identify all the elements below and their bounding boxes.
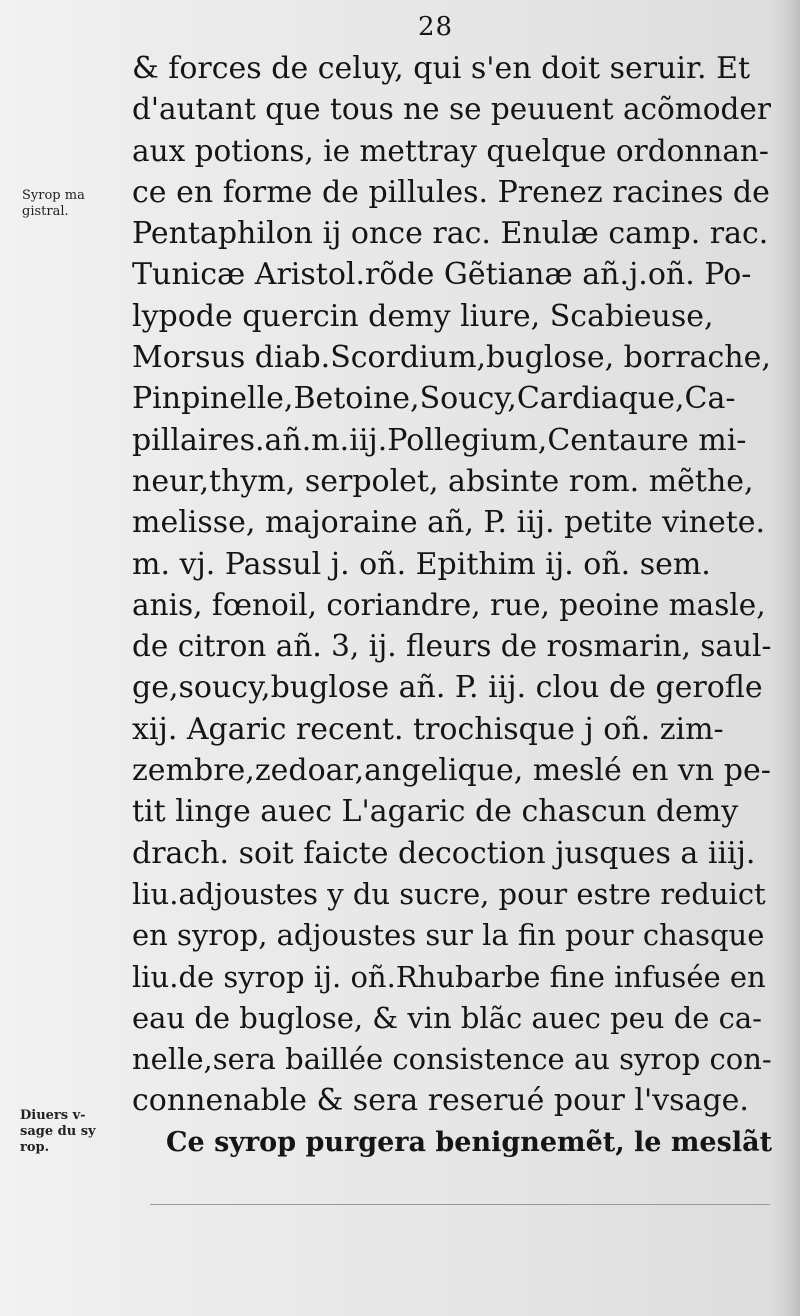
margin-note-line: sage du sy xyxy=(20,1124,96,1139)
text-line: xij. Agaric recent. trochisque j oñ. zim- xyxy=(132,711,724,747)
text-line: zembre,zedoar,angelique, meslé en vn pe- xyxy=(132,753,771,789)
text-line: drach. soit faicte decoction jusques a iiij. xyxy=(132,835,756,871)
margin-note-line: rop. xyxy=(20,1140,50,1155)
margin-note-line: Diuers v- xyxy=(20,1108,86,1123)
margin-note-syrop-magistral xyxy=(22,188,85,220)
text-line: Tunicæ Aristol.rõde Gẽtianæ añ.j.oñ. Po- xyxy=(132,257,752,293)
text-line-paragraph-start: Ce syrop purgera benignemẽt, le meslãt xyxy=(166,1126,773,1158)
margin-note-diuers-usage xyxy=(20,1108,96,1156)
text-line: de citron añ. 3, ij. fleurs de rosmarin, saul- xyxy=(132,629,772,664)
text-line: aux potions, ie mettray quelque ordonnan- xyxy=(132,133,769,168)
margin-note-line: gistral. xyxy=(22,204,69,219)
text-line: lypode quercin demy liure, Scabieuse, xyxy=(132,298,714,334)
text-line: & forces de celuy, qui s'en doit seruir. Et xyxy=(132,51,751,86)
text-line: d'autant que tous ne se peuuent acõmoder xyxy=(132,92,771,127)
main-text-block xyxy=(132,48,772,1163)
text-line: Pentaphilon ij once rac. Enulæ camp. rac. xyxy=(132,216,769,252)
text-line: neur,thym, serpolet, absinte rom. mẽthe, xyxy=(132,463,754,499)
text-line: tit linge auec L'agaric de chascun demy xyxy=(132,794,739,830)
text-line: connenable & sera reserué pour l'vsage. xyxy=(132,1083,749,1119)
text-line: m. vj. Passul j. oñ. Epithim ij. oñ. sem. xyxy=(132,546,711,582)
bottom-rule xyxy=(150,1204,770,1205)
margin-note-line: Syrop ma xyxy=(22,188,85,203)
text-line: nelle,sera baillée consistence au syrop con- xyxy=(132,1042,772,1077)
text-line: melisse, majoraine añ, P. iij. petite vinete. xyxy=(132,505,766,541)
page-edge-shadow xyxy=(772,0,800,1316)
text-line: eau de buglose, & vin blãc auec peu de ca- xyxy=(132,1000,762,1035)
text-line: ge,soucy,buglose añ. P. iij. clou de gerofle xyxy=(132,670,763,706)
text-line: liu.adjoustes y du sucre, pour estre reduict xyxy=(132,876,766,911)
page-number: 28 xyxy=(418,12,454,42)
text-line: Morsus diab.Scordium,buglose, borrache, xyxy=(132,340,771,376)
text-line: ce en forme de pillules. Prenez racines de xyxy=(132,174,770,210)
text-line: Pinpinelle,Betoine,Soucy,Cardiaque,Ca- xyxy=(132,381,736,417)
text-line: liu.de syrop ij. oñ.Rhubarbe fine infusée en xyxy=(132,959,766,994)
text-line: anis, fœnoil, coriandre, rue, peoine masle, xyxy=(132,587,766,622)
text-line: en syrop, adjoustes sur la fin pour chasque xyxy=(132,918,765,953)
text-line: pillaires.añ.m.iij.Pollegium,Centaure mi- xyxy=(132,422,747,458)
